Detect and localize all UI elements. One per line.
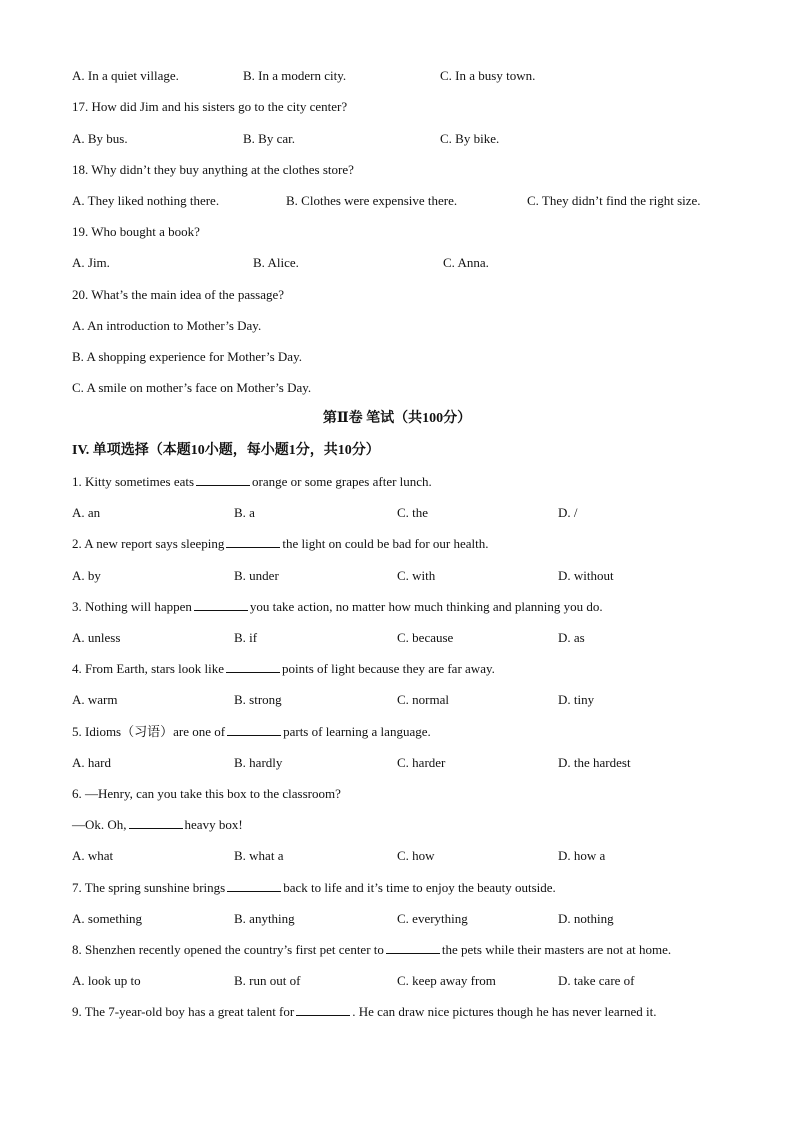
question-text-after-blank: heavy box! (184, 817, 243, 832)
q1-option-a: A. an (72, 505, 101, 520)
question-text: 3. Nothing will happen (72, 599, 192, 614)
q7-option-d: D. nothing (558, 911, 614, 926)
question-text-after-blank: . He can draw nice pictures though he has never learned it. (352, 1004, 657, 1019)
q8-option-d: D. take care of (558, 973, 635, 988)
q1-option-c: C. the (397, 505, 429, 520)
question-text: —Ok. Oh, (72, 817, 127, 832)
q4-option-b: B. strong (234, 692, 282, 707)
answer-blank (129, 817, 183, 829)
q18-option-c: C. They didn’t find the right size. (527, 193, 701, 208)
question-9 (72, 1004, 657, 1020)
answer-blank (226, 661, 280, 673)
question-text-after-blank: orange or some grapes after lunch. (252, 474, 432, 489)
q1-option-d: D. / (558, 505, 578, 520)
q16-option-b: B. In a modern city. (243, 68, 347, 83)
q2-option-a: A. by (72, 568, 101, 583)
question-text: 2. A new report says sleeping (72, 536, 225, 551)
q2-option-c: C. with (397, 568, 436, 583)
part4-heading: IV. 单项选择（本题10小题，每小题1分，共10分） (72, 443, 380, 458)
q19-option-b: B. Alice. (253, 255, 299, 270)
answer-blank (227, 724, 281, 736)
question-text-after-blank: the light on could be bad for our health. (282, 536, 489, 551)
question-text: 9. The 7-year-old boy has a great talent for (72, 1004, 295, 1019)
q6-option-b: B. what a (234, 848, 284, 863)
q6-option-d: D. how a (558, 848, 606, 863)
q18-option-a: A. They liked nothing there. (72, 193, 220, 208)
q19-option-a: A. Jim. (72, 255, 110, 270)
q7-option-b: B. anything (234, 911, 295, 926)
q8-option-a: A. look up to (72, 973, 141, 988)
q4-option-d: D. tiny (558, 692, 595, 707)
q8-option-c: C. keep away from (397, 973, 496, 988)
q7-option-c: C. everything (397, 911, 468, 926)
question-1 (72, 474, 432, 490)
q1-option-b: B. a (234, 505, 255, 520)
q5-option-c: C. harder (397, 755, 446, 770)
question-text: 8. Shenzhen recently opened the country’s first pet center to (72, 942, 384, 957)
question-2 (72, 536, 489, 552)
q6-option-c: C. how (397, 848, 435, 863)
q18-option-b: B. Clothes were expensive there. (286, 193, 458, 208)
answer-blank (296, 1004, 350, 1016)
q8-option-b: B. run out of (234, 973, 301, 988)
q6-option-a: A. what (72, 848, 114, 863)
q19-option-c: C. Anna. (443, 255, 489, 270)
question-text: 1. Kitty sometimes eats (72, 474, 195, 489)
question-text: 7. The spring sunshine brings (72, 880, 226, 895)
q5-option-d: D. the hardest (558, 755, 631, 770)
q17-option-a: A. By bus. (72, 131, 128, 146)
q3-option-d: D. as (558, 630, 585, 645)
question-text-after-blank: you take action, no matter how much thinking and planning you do. (249, 599, 603, 614)
question-4 (72, 661, 495, 677)
q17-option-b: B. By car. (243, 131, 295, 146)
q2-option-b: B. under (234, 568, 279, 583)
question-text-after-blank: points of light because they are far away. (282, 661, 495, 676)
answer-blank (226, 536, 280, 548)
question-text: 4. From Earth, stars look like (72, 661, 225, 676)
q17-option-c: C. By bike. (440, 131, 500, 146)
section-title: 第Ⅱ卷 笔试（共100分） (322, 411, 472, 426)
q5-option-b: B. hardly (234, 755, 283, 770)
q5-option-a: A. hard (72, 755, 111, 770)
q7-option-a: A. something (72, 911, 143, 926)
question-text-after-blank: the pets while their masters are not at home. (441, 942, 672, 957)
q3-option-a: A. unless (72, 630, 121, 645)
question-19: 19. Who bought a book? (72, 224, 200, 239)
answer-blank (194, 599, 248, 611)
question-text-after-blank: back to life and it’s time to enjoy the beauty outside. (283, 880, 556, 895)
q2-option-d: D. without (558, 568, 614, 583)
q4-option-c: C. normal (397, 692, 449, 707)
q16-option-a: A. In a quiet village. (72, 68, 179, 83)
answer-blank (386, 942, 440, 954)
q20-option-a: A. An introduction to Mother’s Day. (72, 318, 262, 333)
q3-option-b: B. if (234, 630, 258, 645)
q20-option-c: C. A smile on mother’s face on Mother’s Day. (72, 380, 312, 395)
answer-blank (227, 880, 281, 892)
question-7 (72, 880, 556, 896)
q20-option-b: B. A shopping experience for Mother’s Day. (72, 349, 302, 364)
question-5 (72, 724, 431, 740)
question-20: 20. What’s the main idea of the passage? (72, 287, 285, 302)
q16-option-c: C. In a busy town. (440, 68, 536, 83)
q3-option-c: C. because (397, 630, 454, 645)
question-3 (72, 599, 603, 615)
question-text: 5. Idioms（习语）are one of (72, 724, 226, 739)
question-8 (72, 942, 671, 958)
question-17: 17. How did Jim and his sisters go to the city center? (72, 99, 348, 114)
question-6-line1: 6. —Henry, can you take this box to the classroom? (72, 786, 341, 801)
question-18: 18. Why didn’t they buy anything at the clothes store? (72, 162, 354, 177)
q4-option-a: A. warm (72, 692, 118, 707)
question-text-after-blank: parts of learning a language. (283, 724, 431, 739)
answer-blank (196, 474, 250, 486)
question-6 (72, 817, 243, 833)
